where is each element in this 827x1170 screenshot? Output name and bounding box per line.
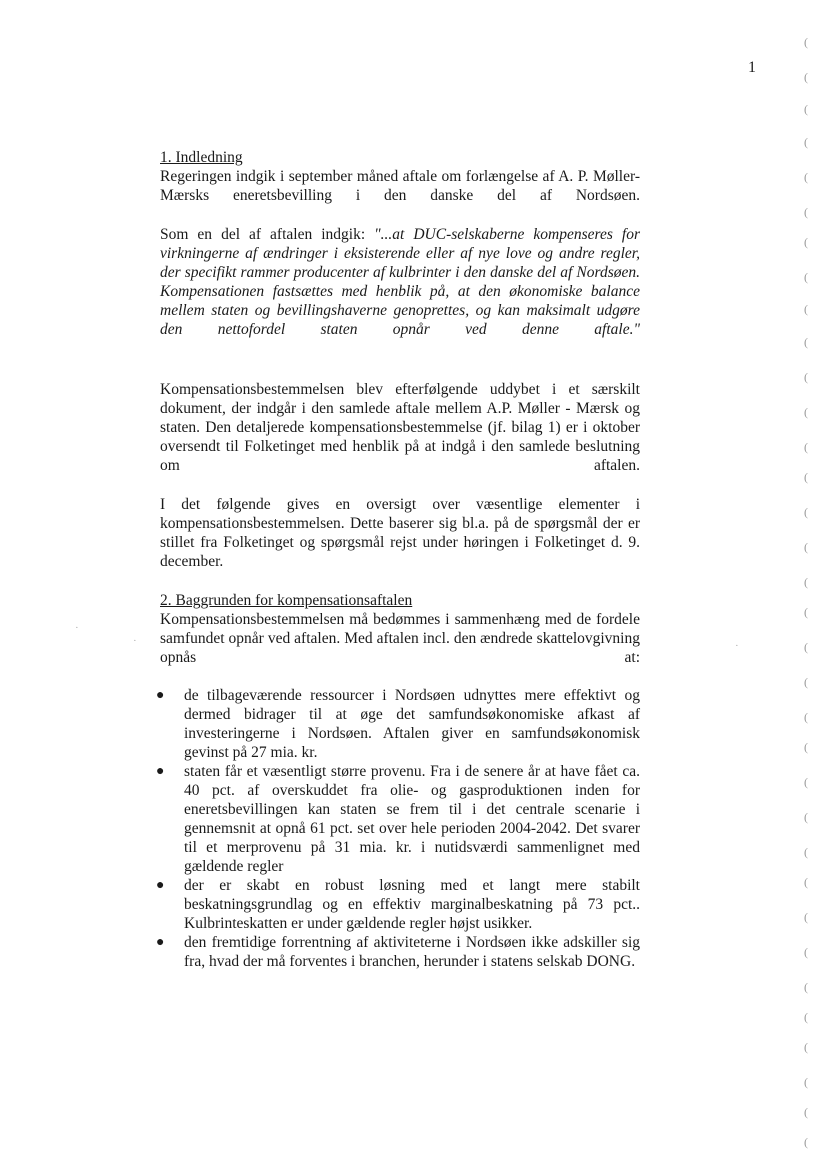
benefits-list bbox=[156, 686, 640, 971]
list-item: ● der er skabt en robust løsning med et langt mere stabilt beskatningsgrundlag og en effektiv marginalbeskatning på 73 pct.. Kulbrinteskatten er under gældende regler højst usikker. bbox=[156, 877, 640, 932]
intro-paragraph: Regeringen indgik i september måned aftale om forlængelse af A. P. Møller-Mærsks eneretsbevilling i den danske del af Nordsøen. bbox=[160, 168, 640, 204]
page-number: 1 bbox=[748, 59, 756, 76]
section-1-heading: 1. Indledning bbox=[160, 149, 243, 166]
bullet-icon: ● bbox=[156, 688, 165, 703]
scan-speck: · bbox=[133, 635, 137, 647]
list-item: ● de tilbageværende ressourcer i Nordsøen udnyttes mere effektivt og dermed bidrager til at øge det samfundsøkonomiske afkast af investeringerne i Nordsøen. Aftalen giver en samfundsøkonomisk gevinst på 27 mia. kr. bbox=[156, 687, 640, 761]
bullet-icon: ● bbox=[156, 878, 165, 893]
section-2-heading: 2. Baggrunden for kompensationsaftalen bbox=[160, 592, 413, 609]
agreement-quote-paragraph: Som en del af aftalen indgik: "...at DUC-selskaberne kompenseres for virkningerne af ændringer i eksisterende eller af nye love og andre regler, der specifikt rammer producenter af kulbrinter i den danske del af Nordsøen. Kompensationen fastsættes med henblik på, at den økonomiske balance mellem staten og bevillingshaverne genoprettes, og kan maksimalt udgøre den nettofordel staten opnår ved denne aftale." bbox=[160, 226, 640, 338]
compensation-provision-paragraph: Kompensationsbestemmelsen blev efterfølgende uddybet i et særskilt dokument, der indgår i den samlede aftale mellem A.P. Møller - Mærsk og staten. Den detaljerede kompensationsbestemmelse (jf. bilag 1) er i oktober oversendt til Folketinget med henblik på at indgå i den samlede beslutning om aftalen. bbox=[160, 381, 640, 474]
list-item: ● staten får et væsentligt større provenu. Fra i de senere år at have fået ca. 40 pct. af overskuddet fra olie- og gasproduktionen inden for eneretsbevillingen kan staten se frem til i det centrale scenarie i gennemsnit at opnå 61 pct. set over hele perioden 2004-2042. Det svarer til et merprovenu på 31 mia. kr. i nutidsværdi sammenlignet med gældende regler bbox=[156, 763, 640, 875]
scan-speck: · bbox=[75, 622, 79, 634]
list-item: ● den fremtidige forrentning af aktiviteterne i Nordsøen ikke adskiller sig fra, hvad der må forventes i branchen, herunder i statens selskab DONG. bbox=[156, 934, 640, 970]
bullet-icon: ● bbox=[156, 764, 165, 779]
overview-paragraph: I det følgende gives en oversigt over væsentlige elementer i kompensationsbestemmelsen. Dette baserer sig bl.a. på de spørgsmål der er stillet fra Folketinget og spørgsmål rejst under høringen i Folketinget d. 9. december. bbox=[160, 496, 640, 570]
section-2-intro: Kompensationsbestemmelsen må bedømmes i sammenhæng med de fordele samfundet opnår ved aftalen. Med aftalen incl. den ændrede skattelovgivning opnås at: bbox=[160, 611, 640, 666]
bullet-icon: ● bbox=[156, 935, 165, 950]
scan-speck: · bbox=[735, 640, 739, 652]
agreement-quote: "...at DUC-selskaberne kompenseres for virkningerne af ændringer i eksisterende eller af nye love og andre regler, der specifikt rammer producenter af kulbrinter i den danske del af Nordsøen. Kompensationen fastsættes med henblik på, at den økonomiske balance mellem staten og bevillingshaverne genoprettes, og kan maksimalt udgøre den nettofordel staten opnår ved denne aftale." bbox=[160, 226, 640, 338]
